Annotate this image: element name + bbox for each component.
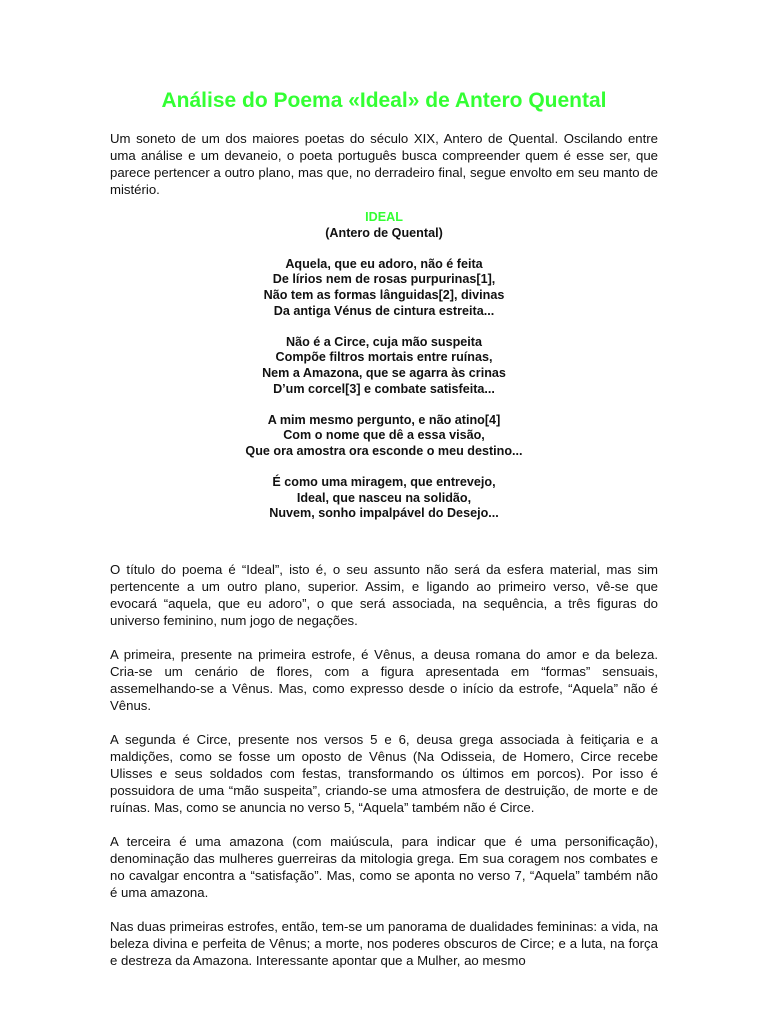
verse: Com o nome que dê a essa visão, bbox=[283, 428, 485, 443]
stanza-2 bbox=[110, 335, 658, 397]
analysis-paragraph-1: O título do poema é “Ideal”, isto é, o seu assunto não será da esfera material, mas sim pertencente a um outro plano, superior. Assim, e ligando ao primeiro verso, vê-se que evocará “aquela, que eu adoro”, o que será associada, na sequência, a três figuras do universo feminino, num jogo de negações. bbox=[110, 561, 658, 628]
verse: Nem a Amazona, que se agarra às crinas bbox=[262, 365, 506, 380]
poem-title: IDEAL bbox=[365, 210, 403, 224]
intro-paragraph: Um soneto de um dos maiores poetas do século XIX, Antero de Quental. Oscilando entre uma análise e um devaneio, o poeta português busca compreender quem é esse ser, que parece pertencer a outro plano, mas que, no derradeiro final, segue envolto em seu manto de mistério. bbox=[110, 131, 658, 197]
analysis-paragraph-5: Nas duas primeiras estrofes, então, tem-se um panorama de dualidades femininas: a vida, na beleza divina e perfeita de Vênus; a morte, nos poderes obscuros de Circe; e a luta, na força e destreza da Amazona. Interessante apontar que a Mulher, ao mesmo bbox=[110, 918, 658, 968]
verse: A mim mesmo pergunto, e não atino[4] bbox=[267, 412, 501, 427]
verse: Nuvem, sonho impalpável do Desejo... bbox=[269, 506, 499, 521]
analysis-paragraph-4: A terceira é uma amazona (com maiúscula, para indicar que é uma personificação), denominação das mulheres guerreiras da mitologia grega. Em sua coragem nos combates e no cavalgar encontra a “satisfação”. Mas, como se aponta no verso 7, “Aquela” também não é uma amazona. bbox=[110, 833, 658, 900]
document-page bbox=[110, 88, 658, 969]
analysis-paragraph-2: A primeira, presente na primeira estrofe, é Vênus, a deusa romana do amor e da beleza. Cria-se um cenário de flores, com a figura apresentada em “formas” sensuais, assemelhando-se a Vênus. Mas, como expresso desde o início da estrofe, “Aquela” não é Vênus. bbox=[110, 646, 658, 713]
page-title: Análise do Poema «Ideal» de Antero Quental bbox=[161, 89, 607, 112]
verse: Que ora amostra ora esconde o meu destino... bbox=[245, 443, 523, 458]
verse: É como uma miragem, que entrevejo, bbox=[272, 475, 496, 490]
stanza-3 bbox=[110, 413, 658, 460]
analysis-paragraph-3: A segunda é Circe, presente nos versos 5 e 6, deusa grega associada à feitiçaria e a maldições, como se fosse um oposto de Vênus (Na Odisseia, de Homero, Circe recebe Ulisses e seus soldados com festas, transformando os últimos em porcos). Por isso é possuidora de uma “mão suspeita”, criando-se uma atmosfera de destruição, de morte e de ruínas. Mas, como se anuncia no verso 5, “Aquela” também não é Circe. bbox=[110, 731, 658, 815]
poem-author: (Antero de Quental) bbox=[325, 225, 443, 240]
stanza-4 bbox=[110, 475, 658, 522]
verse: Compõe filtros mortais entre ruínas, bbox=[275, 350, 493, 365]
verse: Aquela, que eu adoro, não é feita bbox=[285, 256, 483, 271]
poem bbox=[110, 210, 658, 522]
verse: Não é a Circe, cuja mão suspeita bbox=[286, 334, 482, 349]
verse: Não tem as formas lânguidas[2], divinas bbox=[263, 287, 505, 302]
verse: Ideal, que nasceu na solidão, bbox=[296, 490, 472, 505]
stanza-1 bbox=[110, 257, 658, 319]
verse: De lírios nem de rosas purpurinas[1], bbox=[272, 272, 496, 287]
verse: Da antiga Vénus de cintura estreita... bbox=[273, 303, 495, 318]
verse: D’um corcel[3] e combate satisfeita... bbox=[273, 381, 495, 396]
